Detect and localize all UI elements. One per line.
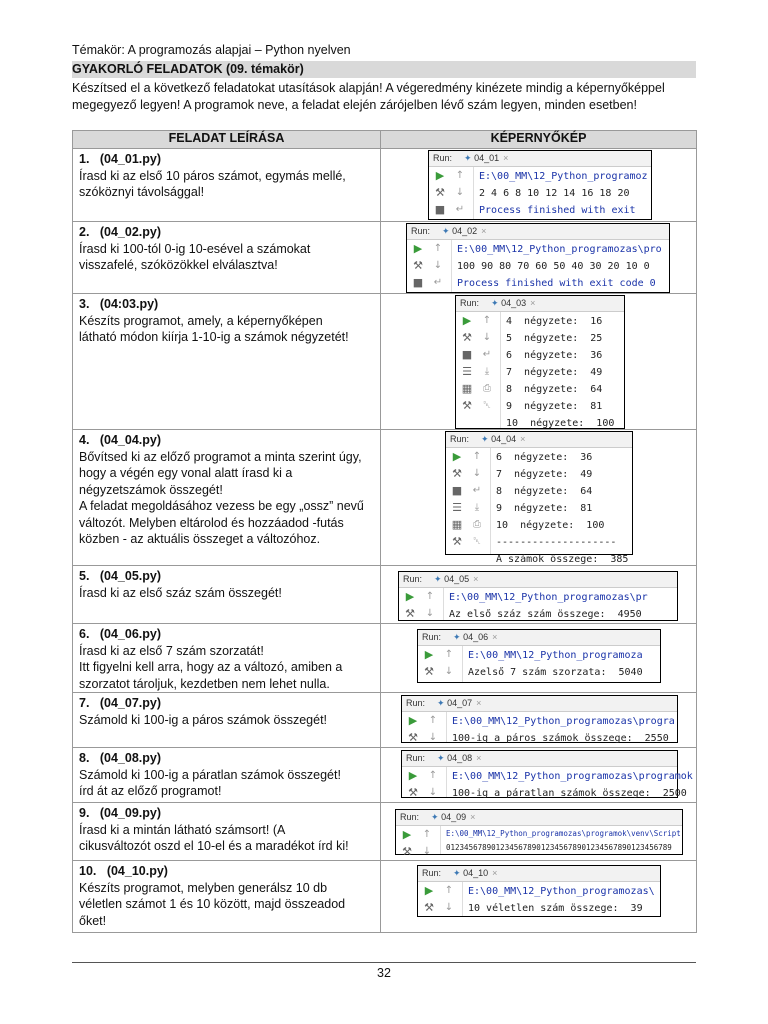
run-tab-label: 04_04 xyxy=(491,434,517,444)
run-window-screenshot xyxy=(417,865,661,917)
task-number: 4. xyxy=(79,433,90,447)
task-number: 2. xyxy=(79,225,90,239)
task-cell xyxy=(73,430,381,566)
console-line: E:\00_MM\12_Python_programozas\programok xyxy=(452,771,693,782)
python-icon: ✦ xyxy=(491,298,502,308)
task-number: 9. xyxy=(79,806,90,820)
console-output xyxy=(452,768,693,802)
table-row xyxy=(73,430,697,566)
screenshot-cell xyxy=(381,693,697,748)
task-text-line: négyzetszámok összegét! xyxy=(79,482,223,497)
topic-line: Témakör: A programozás alapjai – Python nyelven xyxy=(72,43,351,57)
task-text-line: hogy a végén egy vonal alatt írasd ki a xyxy=(79,466,293,480)
table-row xyxy=(73,748,697,803)
task-heading xyxy=(79,224,376,241)
table-row xyxy=(73,624,697,693)
down-arrow-icon[interactable]: ↓ xyxy=(472,468,482,479)
task-heading xyxy=(79,568,376,585)
console-line: E:\00_MM\12_Python_programoza xyxy=(468,650,643,661)
task-heading xyxy=(79,695,376,712)
wrench-icon[interactable]: ⚒ xyxy=(452,467,462,480)
play-icon[interactable]: ▶ xyxy=(408,769,418,782)
console-line: 9 négyzete: 81 xyxy=(506,401,603,412)
python-icon: ✦ xyxy=(453,632,464,642)
run-tab-bar xyxy=(418,866,660,882)
run-window-screenshot xyxy=(455,295,625,429)
task-number: 1. xyxy=(79,152,90,166)
run-window-screenshot xyxy=(417,629,661,683)
close-icon[interactable]: × xyxy=(470,812,476,822)
wrench-icon[interactable]: ⚒ xyxy=(405,607,415,620)
console-line: 7 négyzete: 49 xyxy=(506,367,603,378)
grid-icon[interactable]: ▦ xyxy=(461,382,473,395)
task-number: 8. xyxy=(79,751,90,765)
intro-paragraph: Készítsed el a következő feladatokat utasítások alapján! A végeredmény kinézete mindig a képernyőképpel megegyező legyen! A programok neve, a feladat elején zárójelben lévő szám legyen, minden esetben! xyxy=(72,81,665,112)
task-cell xyxy=(73,693,381,748)
layout-icon[interactable]: ☰ xyxy=(452,501,462,514)
task-text-line: szóköznyi távolsággal! xyxy=(79,185,205,199)
run-toolbar xyxy=(418,646,463,682)
run-toolbar xyxy=(402,712,447,742)
wrench-icon[interactable]: ⚒ xyxy=(408,731,418,744)
soft-wrap-icon[interactable]: ↵ xyxy=(433,277,443,288)
stop-icon[interactable]: ■ xyxy=(451,484,463,497)
task-text-line: változót. Melyben eltárolod és hozzáadod -futás xyxy=(79,515,344,530)
task-text-line: visszafelé, szóközökkel elválasztva! xyxy=(79,258,278,272)
trash-icon[interactable]: ␡ xyxy=(473,536,481,547)
task-cell xyxy=(73,294,381,430)
task-description xyxy=(73,624,380,692)
task-description xyxy=(73,861,380,929)
task-text-line: közben - az aktuális összeget a változóhoz. xyxy=(79,532,321,546)
task-cell xyxy=(73,748,381,803)
console-line: 6 négyzete: 36 xyxy=(496,452,593,463)
run-tab-label: 04_05 xyxy=(444,574,470,584)
task-text-line: Írasd ki 100-tól 0-ig 10-esével a számokat xyxy=(79,241,311,256)
task-text-line: cikusváltozót oszd el 10-el és a maradékot írd ki! xyxy=(79,839,349,853)
console-line: 100-ig a páratlan számok összege: 2500 xyxy=(452,788,687,799)
section-title: GYAKORLÓ FELADATOK (09. témakör) xyxy=(72,61,696,78)
print-icon[interactable]: ⎙ xyxy=(473,519,481,530)
play-icon[interactable]: ▶ xyxy=(402,828,412,841)
table-row xyxy=(73,566,697,624)
console-line: Az első száz szám összege: 4950 xyxy=(449,609,642,620)
up-arrow-icon[interactable]: ↑ xyxy=(422,829,432,840)
python-icon: ✦ xyxy=(453,868,464,878)
scroll-end-icon[interactable]: ⤓ xyxy=(474,502,480,513)
task-cell xyxy=(73,624,381,693)
up-arrow-icon[interactable]: ↑ xyxy=(444,885,454,896)
run-toolbar xyxy=(446,448,491,554)
scroll-end-icon[interactable]: ⤓ xyxy=(484,366,490,377)
run-window-screenshot xyxy=(406,223,670,293)
console-output xyxy=(457,241,662,292)
down-arrow-icon[interactable]: ↓ xyxy=(425,608,435,619)
screenshot-cell xyxy=(381,748,697,803)
task-number: 3. xyxy=(79,297,90,311)
close-icon[interactable]: × xyxy=(473,574,479,584)
task-description xyxy=(73,803,380,855)
run-window-screenshot xyxy=(428,150,652,220)
table-row xyxy=(73,693,697,748)
console-line: E:\00_MM\12_Python_programozas\pro xyxy=(457,244,662,255)
console-line: 01234567890123456789012345678901234567890123456789 xyxy=(446,843,672,852)
task-number: 10. xyxy=(79,864,97,878)
stop-icon[interactable]: ■ xyxy=(412,276,424,289)
run-tab-bar xyxy=(399,572,677,588)
up-arrow-icon[interactable]: ↑ xyxy=(425,591,435,602)
console-line: 10 véletlen szám összege: 39 xyxy=(468,903,643,914)
run-tab[interactable] xyxy=(453,868,497,878)
run-label: Run: xyxy=(450,434,470,444)
task-filename: (04:03.py) xyxy=(99,297,159,311)
console-output xyxy=(468,647,643,681)
run-tab-label: 04_01 xyxy=(474,153,500,163)
console-line: 7 négyzete: 49 xyxy=(496,469,593,480)
wrench-icon[interactable]: ⚒ xyxy=(424,901,434,914)
run-label: Run: xyxy=(422,868,442,878)
close-icon[interactable]: × xyxy=(530,298,536,308)
task-filename: (04_04.py) xyxy=(99,433,162,447)
task-text-line: A feladat megoldásához vezess be egy „ossz” nevű xyxy=(79,499,364,513)
close-icon[interactable]: × xyxy=(481,226,487,236)
run-tab[interactable] xyxy=(434,574,478,584)
close-icon[interactable]: × xyxy=(492,868,498,878)
trash-icon[interactable]: ␡ xyxy=(483,400,491,411)
task-table xyxy=(72,130,697,933)
stop-icon[interactable]: ■ xyxy=(434,203,446,216)
task-text-line: Bővítsed ki az előző programot a minta szerint úgy, xyxy=(79,449,362,464)
run-toolbar xyxy=(399,588,444,620)
task-text-line: Itt figyelni kell arra, hogy az a változó, amiben a xyxy=(79,660,343,674)
run-tab-bar xyxy=(446,432,632,448)
task-text-line: Írasd ki az első száz szám összegét! xyxy=(79,585,282,600)
task-heading xyxy=(79,863,376,880)
run-tab-bar xyxy=(402,751,677,767)
console-line: 100 90 80 70 60 50 40 30 20 10 0 xyxy=(457,261,650,272)
console-line: 9 négyzete: 81 xyxy=(496,503,593,514)
footer-rule xyxy=(72,962,696,963)
down-arrow-icon[interactable]: ↓ xyxy=(482,332,492,343)
console-line: E:\00_MM\12_Python_programozas\ xyxy=(468,886,655,897)
play-icon[interactable]: ▶ xyxy=(462,314,472,327)
soft-wrap-icon[interactable]: ↵ xyxy=(455,204,465,215)
task-filename: (04_09.py) xyxy=(99,806,162,820)
run-tab-bar xyxy=(456,296,624,312)
run-toolbar xyxy=(429,167,474,219)
console-output xyxy=(506,313,614,432)
close-icon[interactable]: × xyxy=(520,434,526,444)
task-text-line: írd át az előző programot! xyxy=(79,784,222,798)
task-cell xyxy=(73,861,381,933)
run-label: Run: xyxy=(400,812,420,822)
task-cell xyxy=(73,566,381,624)
down-arrow-icon[interactable]: ↓ xyxy=(433,260,443,271)
close-icon[interactable]: × xyxy=(476,753,482,763)
task-heading xyxy=(79,626,376,643)
play-icon[interactable]: ▶ xyxy=(408,714,418,727)
task-text-line: szorzatot tároljuk, kezdetben nem lehet nulla. xyxy=(79,676,330,691)
run-tab-label: 04_03 xyxy=(501,298,527,308)
wrench-icon[interactable]: ⚒ xyxy=(462,331,472,344)
console-line: 8 négyzete: 64 xyxy=(506,384,603,395)
screenshot-cell xyxy=(381,861,697,933)
task-description xyxy=(73,566,380,601)
run-tab-label: 04_08 xyxy=(447,753,473,763)
run-tab-bar xyxy=(407,224,669,240)
console-line: 2 4 6 8 10 12 14 16 18 20 xyxy=(479,188,630,199)
console-output xyxy=(468,883,655,917)
layout-icon[interactable]: ☰ xyxy=(462,365,472,378)
pin-icon[interactable]: ⚒ xyxy=(452,535,462,548)
soft-wrap-icon[interactable]: ↵ xyxy=(482,349,492,360)
screenshot-cell xyxy=(381,624,697,693)
run-tab-bar xyxy=(429,151,651,167)
screenshot-cell xyxy=(381,430,697,566)
console-line: 6 négyzete: 36 xyxy=(506,350,603,361)
task-filename: (04_01.py) xyxy=(99,152,162,166)
python-icon: ✦ xyxy=(434,574,445,584)
table-row xyxy=(73,294,697,430)
run-toolbar xyxy=(456,312,501,428)
table-row xyxy=(73,149,697,222)
task-heading xyxy=(79,151,376,168)
run-tab[interactable] xyxy=(442,226,486,236)
up-arrow-icon[interactable]: ↑ xyxy=(472,451,482,462)
task-heading xyxy=(79,750,376,767)
console-line: 100-ig a páros számok összege: 2550 xyxy=(452,733,669,744)
up-arrow-icon[interactable]: ↑ xyxy=(455,170,465,181)
run-label: Run: xyxy=(433,153,453,163)
play-icon[interactable]: ▶ xyxy=(413,242,423,255)
task-description xyxy=(73,430,380,548)
run-window-screenshot xyxy=(398,571,678,621)
table-row xyxy=(73,222,697,294)
play-icon[interactable]: ▶ xyxy=(424,648,434,661)
task-cell xyxy=(73,803,381,861)
task-description xyxy=(73,693,380,728)
task-filename: (04_08.py) xyxy=(99,751,162,765)
run-tab-label: 04_09 xyxy=(441,812,467,822)
play-icon[interactable]: ▶ xyxy=(452,450,462,463)
task-number: 6. xyxy=(79,627,90,641)
console-line: A számok összege: 385 xyxy=(496,554,629,565)
task-heading xyxy=(79,296,376,313)
console-line: 4 négyzete: 16 xyxy=(506,316,603,327)
task-description xyxy=(73,222,380,274)
up-arrow-icon[interactable]: ↑ xyxy=(433,243,443,254)
play-icon[interactable]: ▶ xyxy=(405,590,415,603)
task-cell xyxy=(73,222,381,294)
run-tab-bar xyxy=(402,696,677,712)
run-tab[interactable] xyxy=(431,812,475,822)
console-output xyxy=(496,449,628,568)
task-filename: (04_05.py) xyxy=(99,569,162,583)
task-text-line: látható módon kiírja 1-10-ig a számok négyzetét! xyxy=(79,330,349,344)
console-output xyxy=(449,589,648,623)
task-text-line: Írasd ki az első 10 páros számot, egymás mellé, xyxy=(79,168,346,183)
python-icon: ✦ xyxy=(442,226,453,236)
run-tab-label: 04_02 xyxy=(452,226,478,236)
screenshot-cell xyxy=(381,803,697,861)
run-tab-bar xyxy=(396,810,682,826)
console-line: E:\00_MM\12_Python_programozas\pr xyxy=(449,592,648,603)
up-arrow-icon[interactable]: ↑ xyxy=(428,715,438,726)
run-tab[interactable] xyxy=(453,632,497,642)
down-arrow-icon[interactable]: ↓ xyxy=(455,187,465,198)
python-icon: ✦ xyxy=(464,153,475,163)
task-filename: (04_02.py) xyxy=(99,225,162,239)
run-label: Run: xyxy=(406,753,426,763)
run-toolbar xyxy=(396,826,441,858)
task-heading xyxy=(79,805,376,822)
wrench-icon[interactable]: ⚒ xyxy=(424,665,434,678)
down-arrow-icon[interactable]: ↓ xyxy=(444,666,454,677)
task-number: 7. xyxy=(79,696,90,710)
python-icon: ✦ xyxy=(481,434,492,444)
task-text-line: Készíts programot, amely, a képernyőképen xyxy=(79,313,323,328)
column-header-task: FELADAT LEÍRÁSA xyxy=(73,131,381,149)
screenshot-cell xyxy=(381,294,697,430)
down-arrow-icon[interactable]: ↓ xyxy=(422,846,432,857)
run-toolbar xyxy=(418,882,463,916)
python-icon: ✦ xyxy=(437,753,448,763)
console-line: Azelső 7 szám szorzata: 5040 xyxy=(468,667,643,678)
run-tab[interactable] xyxy=(464,153,508,163)
grid-icon[interactable]: ▦ xyxy=(451,518,463,531)
run-window-screenshot xyxy=(395,809,683,858)
page-number: 32 xyxy=(377,966,391,980)
up-arrow-icon[interactable]: ↑ xyxy=(482,315,492,326)
screenshot-cell xyxy=(381,566,697,624)
console-line: Process finished with exit xyxy=(479,205,636,216)
screenshot-cell xyxy=(381,149,697,222)
table-row xyxy=(73,803,697,861)
print-icon[interactable]: ⎙ xyxy=(483,383,491,394)
run-label: Run: xyxy=(411,226,431,236)
run-tab[interactable] xyxy=(437,753,481,763)
down-arrow-icon[interactable]: ↓ xyxy=(444,902,454,913)
console-output xyxy=(446,827,681,855)
pin-icon[interactable]: ⚒ xyxy=(462,399,472,412)
run-label: Run: xyxy=(403,574,423,584)
python-icon: ✦ xyxy=(437,698,448,708)
soft-wrap-icon[interactable]: ↵ xyxy=(472,485,482,496)
stop-icon[interactable]: ■ xyxy=(461,348,473,361)
task-description xyxy=(73,294,380,346)
console-line: -------------------- xyxy=(496,537,617,548)
task-text-line: őket! xyxy=(79,913,107,928)
close-icon[interactable]: × xyxy=(476,698,482,708)
task-text-line: Írasd ki a mintán látható számsort! (A xyxy=(79,822,286,837)
task-cell xyxy=(73,149,381,222)
run-tab-label: 04_07 xyxy=(447,698,473,708)
run-tab-label: 04_06 xyxy=(463,632,489,642)
console-line: 10 négyzete: 100 xyxy=(496,520,605,531)
task-filename: (04_10.py) xyxy=(106,864,168,878)
console-line: E:\00_MM\12_Python_programozas\progra xyxy=(452,716,675,727)
run-tab[interactable] xyxy=(491,298,535,308)
close-icon[interactable]: × xyxy=(492,632,498,642)
down-arrow-icon[interactable]: ↓ xyxy=(428,787,438,798)
task-text-line: véletlen számot 1 és 10 között, majd összeadod xyxy=(79,897,346,911)
down-arrow-icon[interactable]: ↓ xyxy=(428,732,438,743)
console-line: Process finished with exit code 0 xyxy=(457,278,656,289)
up-arrow-icon[interactable]: ↑ xyxy=(444,649,454,660)
run-label: Run: xyxy=(422,632,442,642)
wrench-icon[interactable]: ⚒ xyxy=(435,186,445,199)
task-description xyxy=(73,748,380,800)
close-icon[interactable]: × xyxy=(503,153,509,163)
task-text-line: Számold ki 100-ig a páratlan számok összegét! xyxy=(79,767,341,782)
run-toolbar xyxy=(402,767,447,797)
run-tab-label: 04_10 xyxy=(463,868,489,878)
console-line: 5 négyzete: 25 xyxy=(506,333,603,344)
up-arrow-icon[interactable]: ↑ xyxy=(428,770,438,781)
task-filename: (04_07.py) xyxy=(99,696,162,710)
run-window-screenshot xyxy=(401,695,678,743)
run-label: Run: xyxy=(406,698,426,708)
task-text-line: Számold ki 100-ig a páros számok összegét! xyxy=(79,712,328,727)
console-line: E:\00_MM\12_Python_programoz xyxy=(479,171,648,182)
table-row xyxy=(73,861,697,933)
wrench-icon[interactable]: ⚒ xyxy=(402,845,412,858)
task-number: 5. xyxy=(79,569,90,583)
task-text-line: Írasd ki az első 7 szám szorzatát! xyxy=(79,643,264,658)
python-icon: ✦ xyxy=(431,812,442,822)
console-line: 8 négyzete: 64 xyxy=(496,486,593,497)
run-tab[interactable] xyxy=(481,434,525,444)
task-heading xyxy=(79,432,376,449)
task-filename: (04_06.py) xyxy=(99,627,162,641)
task-text-line: Készíts programot, melyben generálsz 10 db xyxy=(79,880,328,895)
run-window-screenshot xyxy=(445,431,633,565)
run-tab-bar xyxy=(418,630,660,646)
run-window-screenshot xyxy=(401,750,693,799)
run-label: Run: xyxy=(460,298,480,308)
column-header-screenshot: KÉPERNYŐKÉP xyxy=(381,131,697,149)
console-line: E:\00_MM\12_Python_programozas\programok\venv\Script xyxy=(446,829,681,838)
play-icon[interactable]: ▶ xyxy=(424,884,434,897)
console-output xyxy=(452,713,675,747)
console-line: 10 négyzete: 100 xyxy=(506,418,615,429)
run-tab[interactable] xyxy=(437,698,481,708)
console-output xyxy=(479,168,648,219)
play-icon[interactable]: ▶ xyxy=(435,169,445,182)
run-toolbar xyxy=(407,240,452,292)
task-description xyxy=(73,149,380,201)
wrench-icon[interactable]: ⚒ xyxy=(408,786,418,799)
screenshot-cell xyxy=(381,222,697,294)
wrench-icon[interactable]: ⚒ xyxy=(413,259,423,272)
